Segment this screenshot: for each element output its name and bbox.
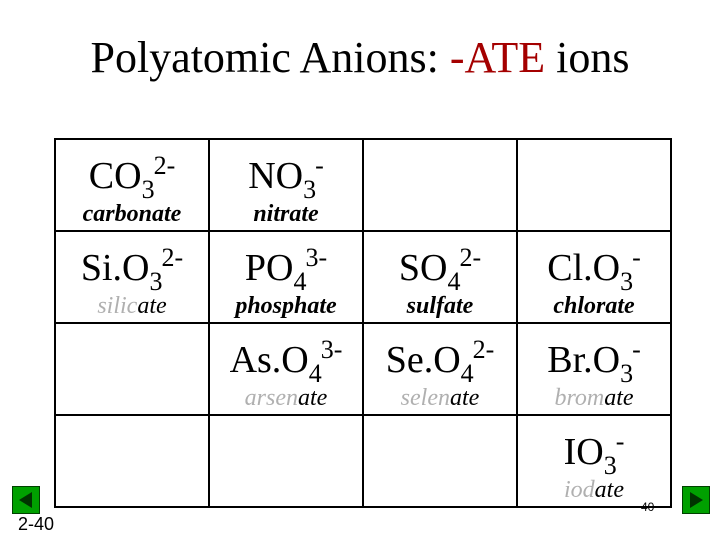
ion-name <box>364 292 516 320</box>
formula-subscript: 3 <box>603 451 617 480</box>
formula-charge: 3- <box>305 243 328 272</box>
slide-code: 2-40 <box>18 514 55 534</box>
previous-slide-button[interactable] <box>12 486 40 514</box>
cell-selenate <box>363 323 517 415</box>
cell-arsenate <box>209 323 363 415</box>
cell-iodate <box>517 415 671 507</box>
next-slide-button[interactable] <box>682 486 710 514</box>
ion-root: phosph <box>235 293 308 319</box>
formula-symbol: As.O <box>229 339 309 381</box>
title-rest: ions <box>545 33 630 82</box>
ion-name <box>210 200 362 228</box>
ion-suffix: ate <box>137 293 167 319</box>
formula-subscript: 4 <box>460 359 474 388</box>
table-row <box>55 231 671 323</box>
formula-charge: 2- <box>153 151 176 180</box>
title-text: Polyatomic Anions: <box>90 33 450 82</box>
ion-root: iod <box>564 477 595 503</box>
formula-charge: - <box>315 151 324 180</box>
ion-suffix: ate <box>289 201 319 227</box>
formula-subscript: 3 <box>141 175 155 204</box>
formula-symbol: NO <box>248 155 304 197</box>
ion-root: selen <box>400 385 450 411</box>
formula-subscript: 3 <box>149 267 163 296</box>
formula-charge: 2- <box>459 243 482 272</box>
anion-table <box>54 138 672 508</box>
ion-suffix: ate <box>307 293 337 319</box>
formula-charge: - <box>615 427 625 456</box>
page-number: 40 <box>641 500 655 514</box>
formula-subscript: 4 <box>293 267 307 296</box>
cell-phosphate <box>209 231 363 323</box>
table-row <box>55 323 671 415</box>
empty-cell <box>363 139 517 231</box>
formula-charge: 2- <box>161 243 184 272</box>
ion-suffix: ate <box>444 293 474 319</box>
ion-root: arsen <box>244 385 298 411</box>
triangle-left-icon <box>13 487 39 513</box>
empty-cell <box>55 415 209 507</box>
cell-sulfate <box>363 231 517 323</box>
empty-cell <box>55 323 209 415</box>
formula-symbol: PO <box>244 247 294 289</box>
ion-name <box>56 292 208 320</box>
formula-subscript: 3 <box>620 359 634 388</box>
cell-bromate <box>517 323 671 415</box>
ion-suffix: ate <box>152 201 182 227</box>
formula-symbol: IO <box>563 431 604 473</box>
ion-root: sulf <box>406 293 445 319</box>
ion-suffix: ate <box>605 293 635 319</box>
formula-symbol: Br.O <box>547 339 621 381</box>
table-row <box>55 139 671 231</box>
formula-charge: - <box>632 243 641 272</box>
formula-symbol: SO <box>398 247 448 289</box>
formula-subscript: 3 <box>303 175 317 204</box>
ion-suffix: ate <box>298 385 328 411</box>
ion-root: nitr <box>253 201 290 227</box>
ion-name <box>56 200 208 228</box>
formula-subscript: 4 <box>447 267 461 296</box>
cell-carbonate <box>55 139 209 231</box>
formula-symbol: CO <box>88 155 142 197</box>
ion-name <box>518 384 670 412</box>
table-row <box>55 415 671 507</box>
title-highlight: -ATE <box>449 33 546 82</box>
ion-suffix: ate <box>449 385 480 411</box>
empty-cell <box>517 139 671 231</box>
ion-root: carbon <box>82 201 152 227</box>
formula-symbol: Se.O <box>385 339 461 381</box>
cell-nitrate <box>209 139 363 231</box>
ion-root: silic <box>97 293 138 319</box>
cell-silicate <box>55 231 209 323</box>
ion-name <box>210 292 362 320</box>
ion-suffix: ate <box>604 385 634 411</box>
ion-suffix: ate <box>594 477 624 503</box>
ion-name <box>518 292 670 320</box>
formula-subscript: 4 <box>308 359 322 388</box>
page-title <box>0 32 720 83</box>
ion-name <box>364 384 516 412</box>
formula-charge: 2- <box>472 335 495 364</box>
formula-charge: - <box>632 335 641 364</box>
ion-root: brom <box>554 385 605 411</box>
cell-chlorate <box>517 231 671 323</box>
empty-cell <box>363 415 517 507</box>
triangle-right-icon <box>683 487 709 513</box>
ion-root: chlor <box>553 293 606 319</box>
formula-symbol: Cl.O <box>547 247 621 289</box>
formula-subscript: 3 <box>620 267 634 296</box>
ion-name <box>210 384 362 412</box>
formula-symbol: Si.O <box>80 247 150 289</box>
formula-charge: 3- <box>320 335 343 364</box>
empty-cell <box>209 415 363 507</box>
